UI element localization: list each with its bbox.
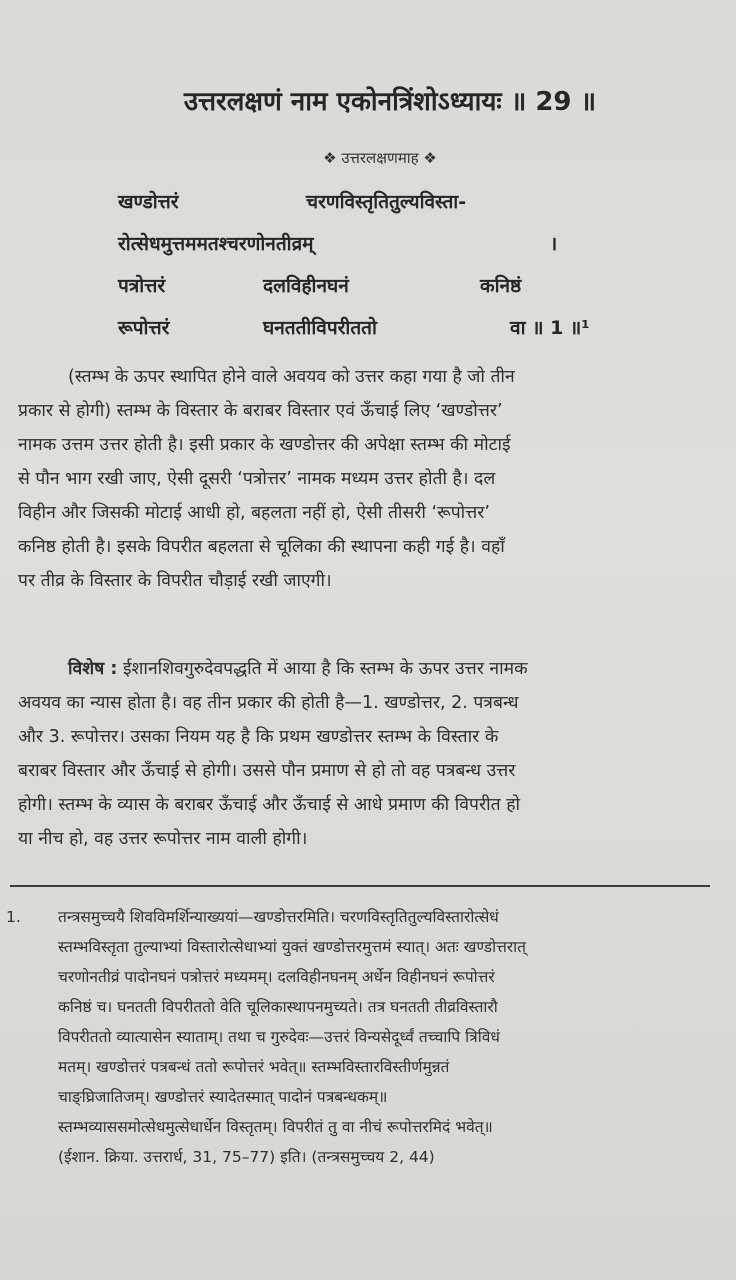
chapter-title: उत्तरलक्षणं नाम एकोनत्रिंशोऽध्यायः ॥ 29 ॥ [183,87,597,117]
text-line: होगी। स्तम्भ के व्यास के बराबर ऊँचाई और ऊँचाई से आधे प्रमाण की विपरीत हो [18,795,521,815]
text-line: अवयव का न्यास होता है। वह तीन प्रकार की होती है—1. खण्डोत्तर, 2. पत्रबन्ध [18,693,519,713]
text-line [18,652,718,686]
footnote-line: स्तम्भविस्तृता तुल्याभ्यां विस्तारोत्सेधाभ्यां युक्तं खण्डोत्तरमुत्तमं स्यात्। अतः खण्डोत्तरात् [58,938,526,956]
footnote-line: चाङ्घ्रिजातिजम्। खण्डोत्तरं स्यादेतस्मात् पादोनं पत्रबन्धकम्॥ [58,1088,388,1106]
footnote-line: तन्त्रसमुच्चयै शिवविमर्शिन्याख्ययां—खण्डोत्तरमिति। चरणविस्तृतितुल्यविस्तारोत्सेधं [58,908,499,926]
special-label: विशेष : [68,659,118,679]
verse-danda: । [550,233,558,255]
footnote-line: (ईशान. क्रिया. उत्तरार्ध, 31, 75–77) इति। (तन्त्रसमुच्चय 2, 44) [58,1148,435,1166]
text-line: पर तीव्र के विस्तार के विपरीत चौड़ाई रखी जाएगी। [18,571,332,591]
verse-word: खण्डोत्तरं [118,191,179,213]
verse-word: रोत्सेधमुत्तममतश्चरणोनतीव्रम् [118,233,314,255]
text-line: विहीन और जिसकी मोटाई आधी हो, बहलता नहीं हो, ऐसी तीसरी ‘रूपोत्तर’ [18,503,490,523]
verse-word: रूपोत्तरं [118,317,170,339]
text-line: और 3. रूपोत्तर। उसका नियम यह है कि प्रथम खण्डोत्तर स्तम्भ के विस्तार के [18,727,499,747]
text-line: कनिष्ठ होती है। इसके विपरीत बहलता से चूलिका की स्थापना कही गई है। वहाँ [18,537,505,557]
footnote-line: मतम्। खण्डोत्तरं पत्रबन्धं ततो रूपोत्तरं भवेत्॥ स्तम्भविस्तारविस्तीर्णमुन्नतं [58,1058,450,1076]
special-text: ईशानशिवगुरुदेवपद्धति में आया है कि स्तम्भ के ऊपर उत्तर नामक [117,659,528,679]
verse-line-4 [118,314,638,348]
verse-line-2 [118,230,638,264]
verse-word: कनिष्ठं [480,275,522,297]
special-paragraph [18,652,718,856]
text-line: या नीच हो, वह उत्तर रूपोत्तर नाम वाली होगी। [18,829,308,849]
text-line: से पौन भाग रखी जाए, ऐसी दूसरी ‘पत्रोत्तर’ नामक मध्यम उत्तर होती है। दल [18,469,496,489]
verse-word: पत्रोत्तरं [118,275,166,297]
verse-word: चरणविस्तृतितुल्यविस्ता- [306,191,467,213]
verse-number: वा ॥ 1 ॥¹ [510,317,590,339]
footnote-divider [10,885,710,887]
footnote-line: विपरीततो व्यात्यासेन स्याताम्। तथा च गुरुदेवः—उत्तरं विन्यसेदूर्ध्वं तच्चापि त्रिविधं [58,1028,500,1046]
text-line: (स्तम्भ के ऊपर स्थापित होने वाले अवयव को उत्तर कहा गया है जो तीन [68,367,515,387]
footnote-line: स्तम्भव्याससमोत्सेधमुत्सेधार्धेन विस्तृतम्। विपरीतं तु वा नीचं रूपोत्तरमिदं भवेत्॥ [58,1118,493,1136]
text-line: नामक उत्तम उत्तर होती है। इसी प्रकार के खण्डोत्तर की अपेक्षा स्तम्भ की मोटाई [18,435,511,455]
verse-line-1 [118,188,638,222]
footnote-line: कनिष्ठं च। घनतती विपरीततो वेति चूलिकास्थापनमुच्यते। तत्र घनतती तीव्रविस्तारौ [58,998,498,1016]
verse-word: दलविहीनघनं [263,275,349,297]
translation-paragraph [18,360,718,598]
footnote-number: 1. [6,908,21,926]
section-heading: ❖ उत्तरलक्षणमाह ❖ [323,149,437,167]
verse-line-3 [118,272,638,306]
footnote-line: चरणोनतीव्रं पादोनघनं पत्रोत्तरं मध्यमम्। दलविहीनघनम् अर्धेन विहीनघनं रूपोत्तरं [58,968,495,986]
verse-word: घनततीविपरीततो [263,317,377,339]
text-line: बराबर विस्तार और ऊँचाई से होगी। उससे पौन प्रमाण से हो तो वह पत्रबन्ध उत्तर [18,761,516,781]
text-line: प्रकार से होगी) स्तम्भ के विस्तार के बराबर विस्तार एवं ऊँचाई लिए ‘खण्डोत्तर’ [18,401,503,421]
